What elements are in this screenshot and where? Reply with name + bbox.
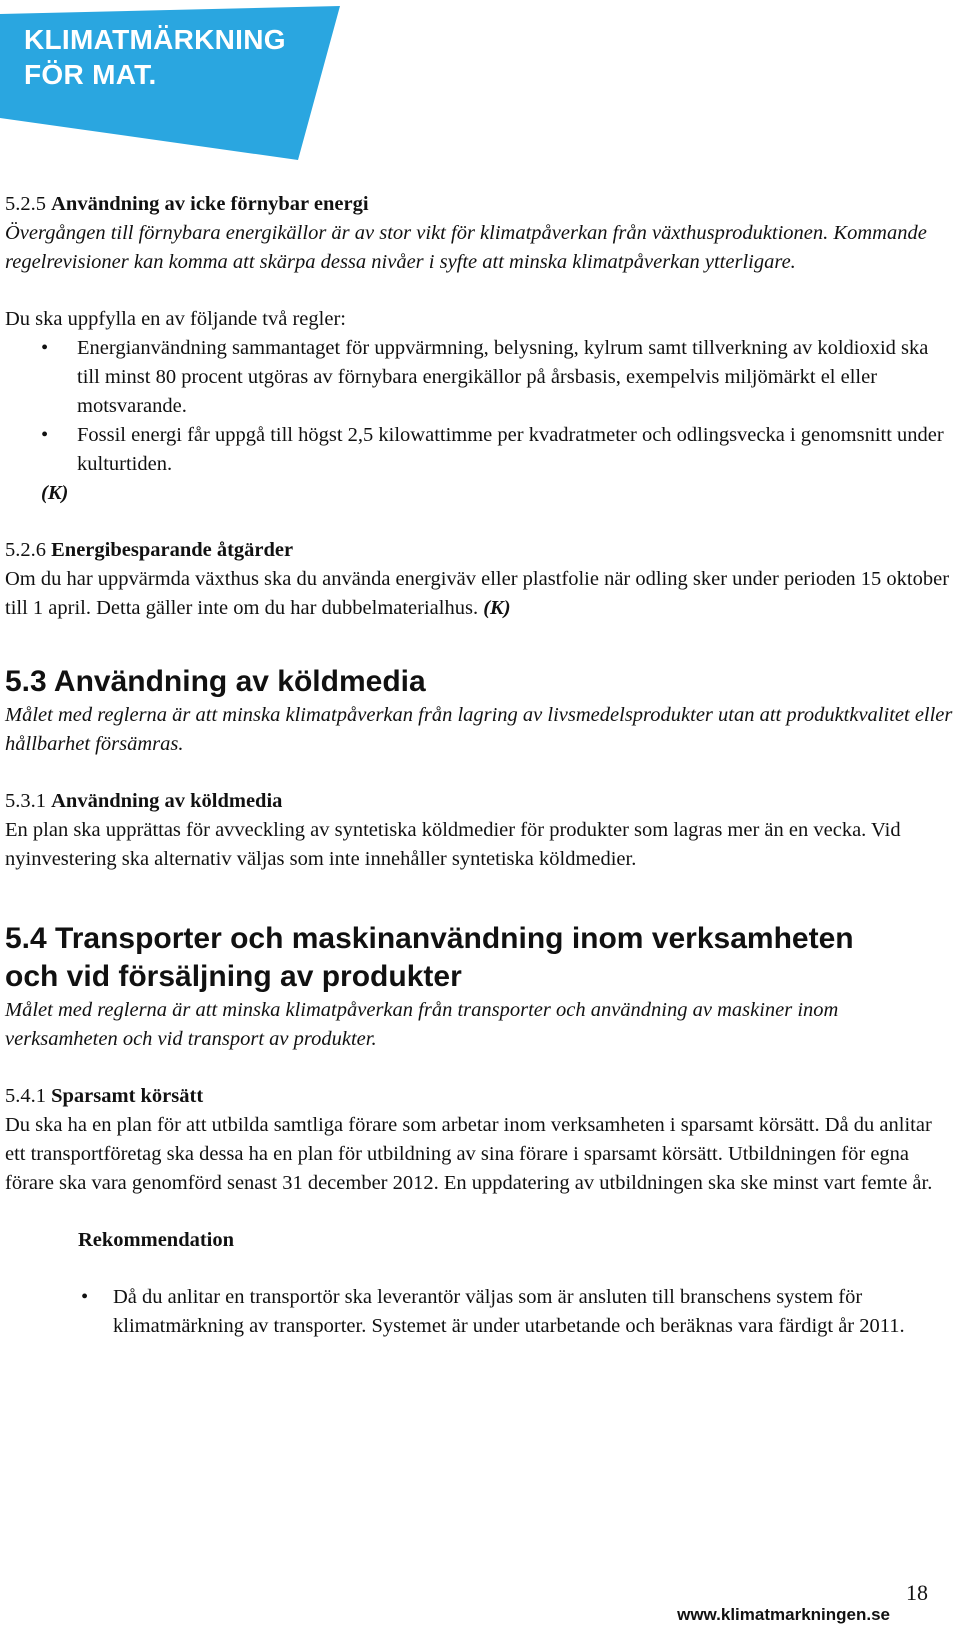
section-title: Sparsamt körsätt [51, 1085, 204, 1107]
section-number: 5.2.6 [5, 539, 46, 561]
bullet-icon: • [41, 337, 49, 359]
section-5-2-6-heading [5, 536, 955, 565]
section-number: 5.4.1 [5, 1085, 46, 1107]
section-5-2-5-lead: Du ska uppfylla en av följande två regler: [5, 308, 346, 330]
section-title: Energibesparande åtgärder [51, 539, 294, 561]
list-item: • Energianvändning sammantaget för uppvärmning, belysning, kylrum samt tillverkning av koldioxid ska till minst 80 procent utgöras av förnybara energikällor på årsbasis, exempelvis miljömärkt el eller motsvarande. [5, 334, 955, 421]
section-5-3-goal: Målet med reglerna är att minska klimatpåverkan från lagring av livsmedelsprodukter utan att produktkvalitet eller hållbarhet försämras. [5, 704, 953, 755]
section-5-4-1-heading [5, 1082, 955, 1111]
logo-line-2: FÖR MAT. [24, 59, 157, 90]
bullet-icon: • [81, 1286, 89, 1308]
list-item: • Fossil energi får uppgå till högst 2,5 kilowattimme per kvadratmeter och odlingsvecka i genomsnitt under kulturtiden. [5, 421, 955, 479]
section-5-3-heading: 5.3 Användning av köldmedia [5, 665, 426, 698]
section-title: Användning av icke förnybar energi [51, 193, 369, 215]
control-tag: (K) [483, 597, 511, 619]
recommendation-heading: Rekommendation [78, 1229, 235, 1251]
page-number: 18 [906, 1580, 928, 1605]
footer-url: www.klimatmarkningen.se [677, 1605, 890, 1624]
section-5-3-1-body: En plan ska upprättas för avveckling av syntetiska köldmedier för produkter som lagras mer än en vecka. Vid nyinvestering ska alternativ väljas som inte innehåller syntetiska köldmedier. [5, 819, 901, 870]
section-5-2-5-intro: Övergången till förnybara energikällor är av stor vikt för klimatpåverkan från växthusproduktionen. Kommande regelrevisioner kan komma att skärpa dessa nivåer i syfte att minska klimatpåverkan ytterligare. [5, 222, 927, 273]
document-body [5, 190, 955, 1341]
section-number: 5.3.1 [5, 790, 46, 812]
section-5-2-6-body: Om du har uppvärmda växthus ska du använda energiväv eller plastfolie när odling sker under perioden 15 oktober till 1 april. Detta gäller inte om du har dubbelmaterialhus. (K) [5, 568, 950, 619]
rule-list [5, 334, 955, 479]
logo [0, 0, 360, 170]
control-tag: (K) [41, 482, 69, 504]
logo-line-1: KLIMATMÄRKNING [24, 24, 286, 55]
recommendation-list [5, 1283, 955, 1341]
section-5-4-heading: 5.4 Transporter och maskinanvändning inom verksamheten och vid försäljning av produkter [5, 922, 854, 993]
section-title: Användning av köldmedia [51, 790, 283, 812]
logo-text [24, 22, 286, 92]
section-5-2-5-heading [5, 190, 955, 219]
section-5-4-goal: Målet med reglerna är att minska klimatpåverkan från transporter och användning av maskiner inom verksamheten och vid transport av produkter. [5, 999, 839, 1050]
section-5-3-1-heading [5, 787, 955, 816]
bullet-icon: • [41, 424, 49, 446]
list-item: • Då du anlitar en transportör ska leverantör väljas som är ansluten till branschens system för klimatmärkning av transporter. Systemet är under utarbetande och beräknas vara färdigt år 2011. [5, 1283, 955, 1341]
section-5-4-1-body: Du ska ha en plan för att utbilda samtliga förare som arbetar inom verksamheten i sparsamt körsätt. Då du anlitar ett transportföretag ska dessa ha en plan för utbildning av sina förare i sparsamt körsätt. Utbildningen för egna förare ska vara genomförd senast 31 december 2012. En uppdatering av utbildningen ska ske minst vart femte år. [5, 1114, 933, 1194]
section-number: 5.2.5 [5, 193, 46, 215]
